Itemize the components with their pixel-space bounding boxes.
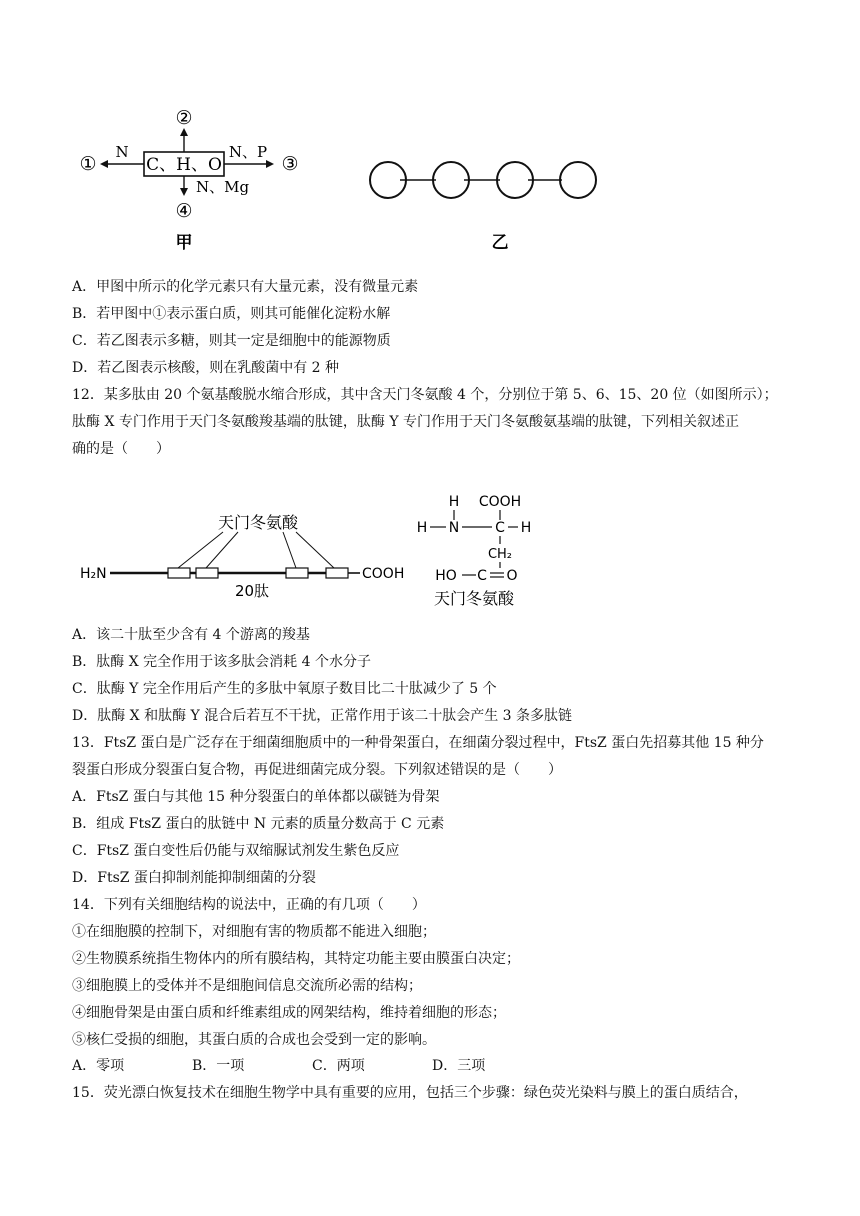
- circled-3: ③: [281, 153, 299, 175]
- q13-stem-line2: 裂蛋白形成分裂蛋白复合物，再促进细菌完成分裂。下列叙述错误的是（ ）: [72, 762, 562, 778]
- q12-option-c: C．肽酶 Y 完全作用后产生的多肽中氧原子数目比二十肽减少了 5 个: [72, 681, 497, 697]
- q14-item-2: ②生物膜系统指生物体内的所有膜结构，其特定功能主要由膜蛋白决定；: [72, 951, 520, 967]
- struct-ho: HO: [435, 568, 457, 584]
- c-terminus-label: COOH: [362, 566, 405, 582]
- circled-1: ①: [79, 153, 97, 175]
- circled-2: ②: [175, 107, 193, 129]
- struct-c-alpha: C: [495, 520, 505, 536]
- q12-stem-line1: 12．某多肽由 20 个氨基酸脱水缩合形成，其中含天门冬氨酸 4 个，分别位于第 5、6、15、20 位（如图所示）；: [72, 387, 778, 403]
- monomer-circle: [497, 162, 533, 198]
- chain-length-label: 20肽: [234, 582, 270, 600]
- struct-h-left: H: [416, 520, 428, 536]
- q13-option-d: D．FtsZ 蛋白抑制剂能抑制细菌的分裂: [72, 870, 316, 886]
- q13-stem-line1: 13．FtsZ 蛋白是广泛存在于细菌细胞质中的一种骨架蛋白，在细菌分裂过程中，FtsZ 蛋白先招募其他 15 种分: [72, 735, 764, 751]
- monomer-circle: [433, 162, 469, 198]
- figure-yi-caption: 乙: [491, 233, 509, 253]
- figure-jia-caption: 甲: [175, 233, 193, 253]
- figure-peptide-chain: [78, 500, 418, 610]
- q14-option-a: A．零项: [72, 1058, 125, 1074]
- n-terminus-label: H₂N: [80, 566, 107, 582]
- aspartate-residue-20: [326, 568, 348, 578]
- q11-option-c: C．若乙图表示多糖，则其一定是细胞中的能源物质: [72, 333, 391, 349]
- struct-c-carboxyl: C: [477, 568, 487, 584]
- figure-aspartate-structure: [412, 488, 542, 610]
- struct-name: 天门冬氨酸: [433, 589, 515, 608]
- q14-option-c: C．两项: [312, 1058, 365, 1074]
- q14-item-1: ①在细胞膜的控制下，对细胞有害的物质都不能进入细胞；: [72, 924, 436, 940]
- left-arrow-label: N: [115, 143, 129, 161]
- aspartate-residue-5: [168, 568, 190, 578]
- q15-stem-line1: 15．荧光漂白恢复技术在细胞生物学中具有重要的应用，包括三个步骤：绿色荧光染料与膜上的蛋白质结合，: [72, 1085, 748, 1101]
- figure-yi: [360, 150, 610, 254]
- q13-option-c: C．FtsZ 蛋白变性后仍能与双缩脲试剂发生紫色反应: [72, 843, 400, 859]
- q14-item-3: ③细胞膜上的受体并不是细胞间信息交流所必需的结构；: [72, 978, 422, 994]
- struct-ch2: CH₂: [487, 547, 513, 562]
- q14-option-b: B．一项: [192, 1058, 245, 1074]
- q14-item-4: ④细胞骨架是由蛋白质和纤维素组成的网架结构，维持着细胞的形态；: [72, 1005, 506, 1021]
- aspartate-residue-15: [286, 568, 308, 578]
- q12-option-a: A．该二十肽至少含有 4 个游离的羧基: [72, 627, 310, 643]
- q12-stem-line2: 肽酶 X 专门作用于天门冬氨酸羧基端的肽键，肽酶 Y 专门作用于天门冬氨酸氨基端的肽键，下列相关叙述正: [72, 414, 740, 430]
- q11-option-d: D．若乙图表示核酸，则在乳酸菌中有 2 种: [72, 360, 340, 376]
- aspartate-residue-6: [196, 568, 218, 578]
- right-arrow-label: N、P: [228, 143, 268, 161]
- q14-item-5: ⑤核仁受损的细胞，其蛋白质的合成也会受到一定的影响。: [72, 1032, 436, 1048]
- q14-stem: 14．下列有关细胞结构的说法中，正确的有几项（ ）: [72, 897, 426, 913]
- q13-option-b: B．组成 FtsZ 蛋白的肽链中 N 元素的质量分数高于 C 元素: [72, 816, 445, 832]
- struct-o: O: [506, 568, 518, 584]
- aspartate-label: 天门冬氨酸: [217, 513, 299, 532]
- q11-option-a: A．甲图中所示的化学元素只有大量元素，没有微量元素: [72, 279, 419, 295]
- struct-h-right: H: [520, 520, 532, 536]
- q14-option-d: D．三项: [432, 1058, 486, 1074]
- monomer-circle: [560, 162, 596, 198]
- circled-4: ④: [175, 200, 193, 222]
- q12-option-b: B．肽酶 X 完全作用于该多肽会消耗 4 个水分子: [72, 654, 371, 670]
- bottom-arrow-label: N、Mg: [196, 178, 250, 196]
- q12-option-d: D．肽酶 X 和肽酶 Y 混合后若互不干扰，正常作用于该二十肽会产生 3 条多肽链: [72, 708, 573, 724]
- struct-h-top: H: [448, 494, 460, 510]
- figure-jia: [78, 106, 318, 254]
- q11-option-b: B．若甲图中①表示蛋白质，则其可能催化淀粉水解: [72, 306, 391, 322]
- q12-stem-line3: 确的是（ ）: [72, 441, 170, 457]
- q14-options: [72, 1056, 485, 1076]
- struct-cooh: COOH: [478, 494, 522, 510]
- center-elements-label: C、H、O: [146, 155, 222, 175]
- q13-option-a: A．FtsZ 蛋白与其他 15 种分裂蛋白的单体都以碳链为骨架: [72, 789, 440, 805]
- struct-n: N: [448, 520, 460, 536]
